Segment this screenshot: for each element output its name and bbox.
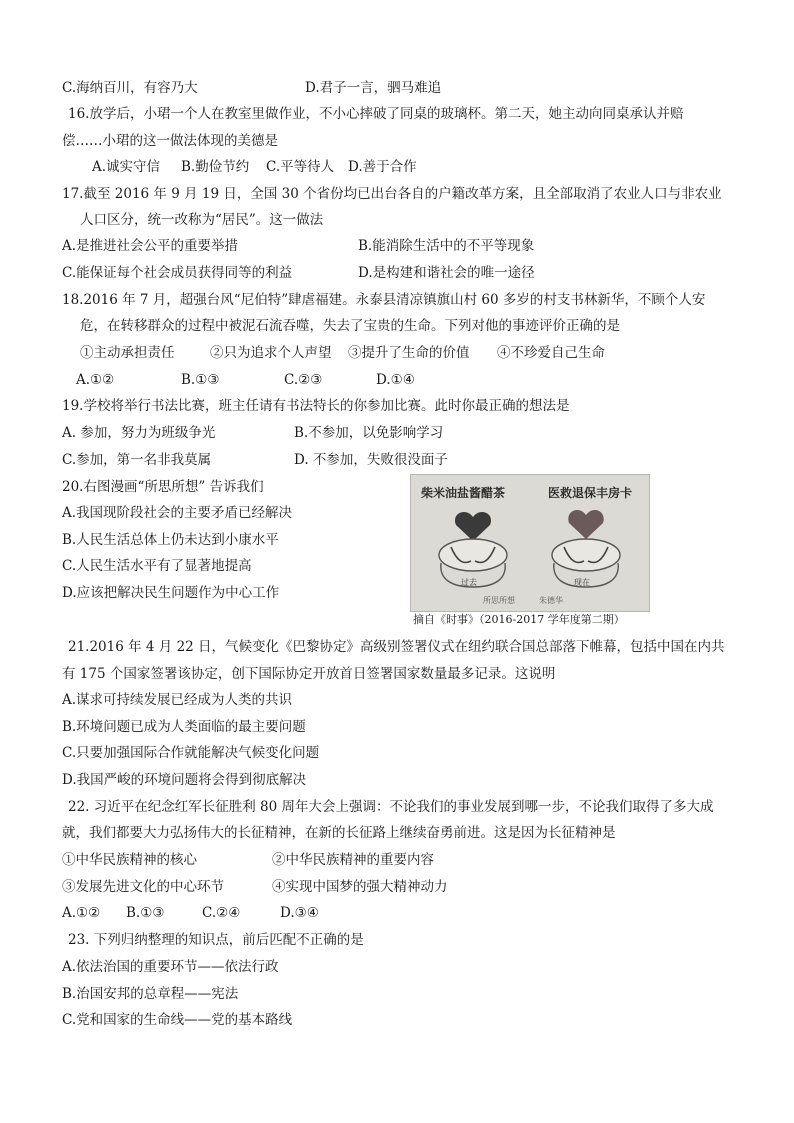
q15-option-d: D.君子一言，驷马难追 [305,80,442,96]
q20-option-c: C.人民生活水平有了显著地提高 [62,558,252,574]
q21-option-a: A.谋求可持续发展已经成为人类的共识 [62,692,293,708]
q22-option-a: A.①② [62,905,101,921]
q21-option-b: B.环境问题已成为人类面临的最主要问题 [62,719,306,735]
q17-option-b: B.能消除生活中的不平等现象 [358,238,535,254]
q20-option-a: A.我国现阶段社会的主要矛盾已经解决 [62,505,293,521]
cartoon-title: 所思所想 [483,596,515,605]
q16-option-c: C.平等待人 [266,159,335,175]
q20-option-b: B.人民生活总体上仍未达到小康水平 [62,532,279,548]
q23-option-c: C.党和国家的生命线——党的基本路线 [62,1012,293,1028]
q17-option-c: C.能保证每个社会成员获得同等的利益 [62,265,293,281]
q18-statement-3: ③提升了生命的价值 [348,345,470,361]
q22-statement-4: ④实现中国梦的强大精神动力 [272,879,448,895]
q18-option-b: B.①③ [181,372,220,388]
q18-statement-2: ②只为追求个人声望 [210,345,332,361]
q18-stem-line1: 18.2016 年 7 月，超强台风“尼伯特”肆虐福建。永泰县清凉镇旗山村 60 多岁的村支书林新华，不顾个人安 [62,292,706,308]
q19-option-b: B.不参加，以免影响学习 [294,425,444,441]
cartoon-left-label: 过去 [461,578,477,587]
q20-cartoon-caption: 摘自《时事》（2016-2017 学年度第二期） [413,613,625,626]
q21-option-d: D.我国严峻的环境问题将会得到彻底解决 [62,772,307,788]
q19-option-a: A. 参加，努力为班级争光 [62,425,216,441]
q22-stem-line2: 就，我们都要大力弘扬伟大的长征精神，在新的长征路上继续奋勇前进。这是因为长征精神是 [62,825,616,841]
q23-option-a: A.依法治国的重要环节——依法行政 [62,959,279,975]
cartoon-right-banner: 医救退保丰房卡 [548,486,633,500]
q20-stem-line1: 20.右图漫画“所思所想” 告诉我们 [62,479,264,495]
cartoon-left-head-icon [439,539,507,571]
q16-option-a: A.诚实守信 [92,159,161,175]
q17-stem-line2: 人口区分，统一改称为“居民”。这一做法 [80,212,324,228]
q23-option-b: B.治国安邦的总章程——宪法 [62,986,239,1002]
q22-stem-line1: 22. 习近平在纪念红军长征胜利 80 周年大会上强调：不论我们的事业发展到哪一步，不论我们取得了多大成 [68,799,714,815]
q18-stem-line2: 危，在转移群众的过程中被泥石流吞噬，失去了宝贵的生命。下列对他的事迹评价正确的是 [80,318,620,334]
cartoon-right-label: 现在 [574,578,590,587]
q18-option-a: A.①② [76,372,115,388]
q20-cartoon-image [410,474,650,612]
q21-stem-line2: 有 175 个国家签署该协定，创下国际协定开放首日签署国家数量最多记录。这说明 [62,666,556,682]
q22-statement-3: ③发展先进文化的中心环节 [62,879,224,895]
cartoon-right-head-icon [552,539,620,571]
q16-stem-line1: 16.放学后，小珺一个人在教室里做作业，不小心摔破了同桌的玻璃杯。第二天，她主动向同桌承认并赔 [68,106,684,122]
q23-stem-line1: 23. 下列归纳整理的知识点，前后匹配不正确的是 [68,932,364,948]
q22-option-c: C.②④ [202,905,241,921]
q15-option-c: C.海纳百川，有容乃大 [62,80,198,96]
q20-option-d: D.应该把解决民生问题作为中心工作 [62,585,280,601]
q18-statement-1: ①主动承担责任 [80,345,175,361]
q17-option-a: A.是推进社会公平的重要举措 [62,238,239,254]
q22-option-d: D.③④ [280,905,319,921]
cartoon-drawing [411,475,649,611]
q17-option-d: D.是构建和谐社会的唯一途径 [358,265,535,281]
q22-option-b: B.①③ [126,905,165,921]
cartoon-author: 朱德华 [539,596,563,605]
q16-option-d: D.善于合作 [348,159,417,175]
q22-statement-2: ②中华民族精神的重要内容 [272,852,434,868]
cartoon-left-banner: 柴米油盐酱醋茶 [421,486,506,500]
q18-option-d: D.①④ [376,372,415,388]
q18-statement-4: ④不珍爱自己生命 [497,345,605,361]
q17-stem-line1: 17.截至 2016 年 9 月 19 日，全国 30 个省份均已出台各自的户籍改革方案，且全部取消了农业人口与非农业 [62,186,722,202]
q22-statement-1: ①中华民族精神的核心 [62,852,197,868]
q19-option-d: D. 不参加，失败很没面子 [294,452,448,468]
q18-option-c: C.②③ [284,372,323,388]
q19-stem-line1: 19.学校将举行书法比赛，班主任请有书法特长的你参加比赛。此时你最正确的想法是 [62,398,570,414]
q21-option-c: C.只要加强国际合作就能解决气候变化问题 [62,745,320,761]
q19-option-c: C.参加，第一名非我莫属 [62,452,212,468]
q21-stem-line1: 21.2016 年 4 月 22 日，气候变化《巴黎协定》高级别签署仪式在纽约联合国总部落下帷幕，包括中国在内共 [68,639,725,655]
q16-stem-line2: 偿……小珺的这一做法体现的美德是 [62,133,278,149]
q16-option-b: B.勤俭节约 [181,159,250,175]
